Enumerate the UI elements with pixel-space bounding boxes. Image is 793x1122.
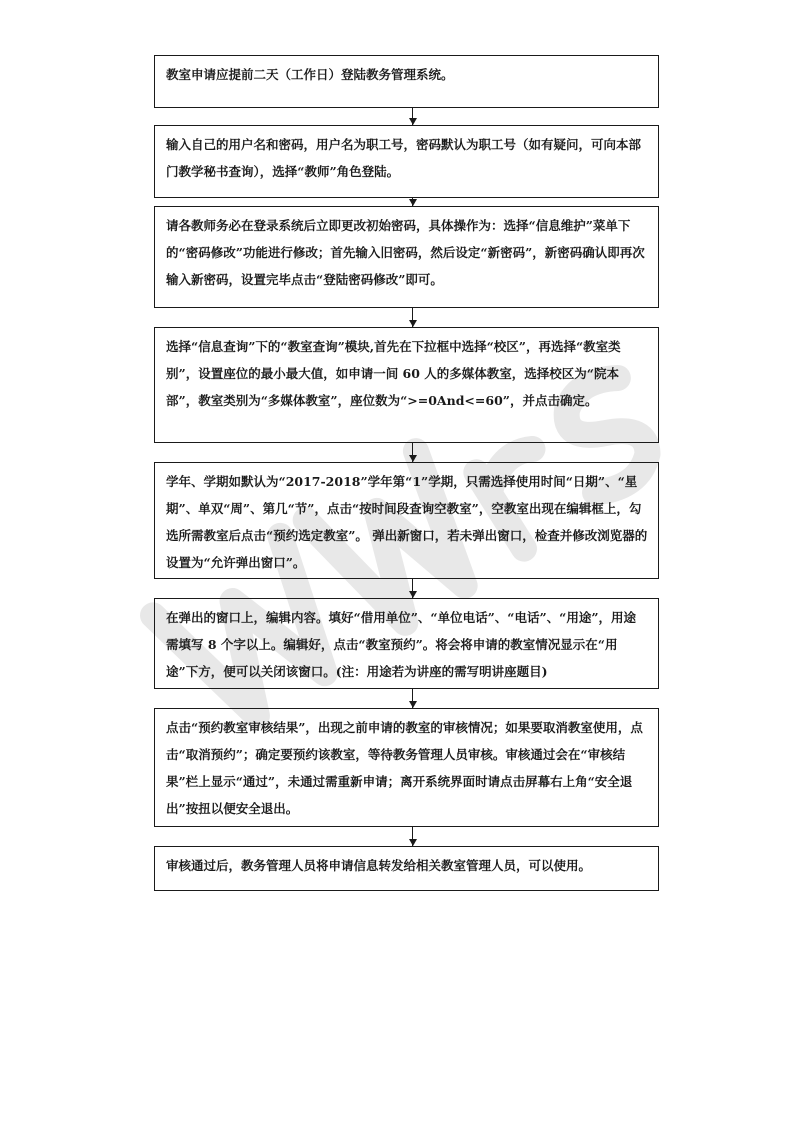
arrow-6	[410, 689, 416, 708]
step-6-box	[154, 598, 659, 689]
step-7-text: 点击“预约教室审核结果”，出现之前申请的教室的审核情况；如果要取消教室使用，点击“取消预约”；确定要预约该教室，等待教务管理人员审核。审核通过会在“审核结果”栏上显示“通过”，未通过需重新申请；离开系统界面时请点击屏幕右上角“安全退出”按扭以便安全退出。	[166, 720, 643, 816]
step-3-text: 请各教师务必在登录系统后立即更改初始密码，具体操作为：选择“信息维护”菜单下的“密码修改”功能进行修改；首先输入旧密码，然后设定“新密码”，新密码确认即再次输入新密码，设置完毕点击“登陆密码修改”即可。	[166, 218, 645, 287]
step-1-text: 教室申请应提前二天（工作日）登陆教务管理系统。	[166, 67, 454, 82]
arrow-1	[410, 108, 416, 125]
step-4-box	[154, 327, 659, 443]
step-7-box	[154, 708, 659, 827]
arrow-7	[410, 827, 416, 846]
step-4-text: 选择“信息查询”下的“教室查询”模块,首先在下拉框中选择“校区”，再选择“教室类别”，设置座位的最小最大值，如申请一间 60 人的多媒体教室，选择校区为“院本部”，教室类别为“多媒体教室”，座位数为“>=0And<=60”，并点击确定。	[166, 339, 621, 408]
step-2-box	[154, 125, 659, 198]
step-6-text: 在弹出的窗口上，编辑内容。填好“借用单位”、“单位电话”、“电话”、“用途”，用途需填写 8 个字以上。编辑好，点击“教室预约”。将会将申请的教室情况显示在“用途”下方，便可以关闭该窗口。(注：用途若为讲座的需写明讲座题目)	[166, 610, 637, 679]
arrow-4	[410, 443, 416, 462]
step-2-text: 输入自己的用户名和密码，用户名为职工号，密码默认为职工号（如有疑问，可向本部门教学秘书查询），选择“教师”角色登陆。	[166, 137, 642, 179]
step-5-text: 学年、学期如默认为“2017-2018”学年第“1”学期，只需选择使用时间“日期”、“星期”、单双“周”、第几“节”，点击“按时间段查询空教室”，空教室出现在编辑框上，勾选所需教室后点击“预约选定教室”。 弹出新窗口，若未弹出窗口，检查并修改浏览器的设置为“允许弹出窗口”。	[166, 474, 648, 570]
step-8-text: 审核通过后，教务管理人员将申请信息转发给相关教室管理人员，可以使用。	[166, 858, 592, 873]
arrow-3	[410, 308, 416, 327]
step-3-box	[154, 206, 659, 308]
step-8-box	[154, 846, 659, 891]
arrow-2	[410, 198, 416, 206]
step-5-box	[154, 462, 659, 579]
arrow-5	[410, 579, 416, 598]
step-1-box	[154, 55, 659, 108]
